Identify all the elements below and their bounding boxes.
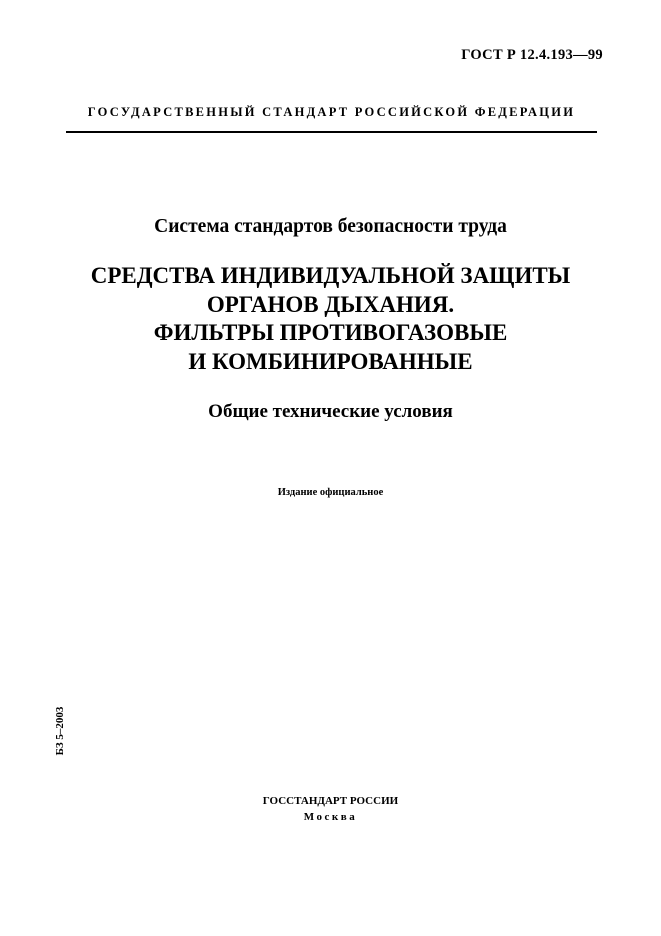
document-code: ГОСТ Р 12.4.193—99 xyxy=(461,47,603,63)
subtitle: Общие технические условия xyxy=(208,401,453,422)
edition-note: Издание официальное xyxy=(277,487,384,498)
side-catalog-code: БЗ 5–2003 xyxy=(54,706,66,756)
main-title xyxy=(0,262,661,376)
main-title-line: ФИЛЬТРЫ ПРОТИВОГАЗОВЫЕ xyxy=(153,320,508,345)
main-title-line: И КОМБИНИРОВАННЫЕ xyxy=(188,348,473,374)
main-title-line: ОРГАНОВ ДЫХАНИЯ. xyxy=(206,291,455,317)
agency-title: ГОСУДАРСТВЕННЫЙ СТАНДАРТ РОССИЙСКОЙ ФЕДЕРАЦИИ xyxy=(87,105,576,119)
publisher: ГОССТАНДАРТ РОССИИ xyxy=(262,795,399,807)
header-rule xyxy=(66,131,597,133)
series-title: Система стандартов безопасности труда xyxy=(154,216,507,237)
publication-city: Москва xyxy=(303,811,358,823)
main-title-line: СРЕДСТВА ИНДИВИДУАЛЬНОЙ ЗАЩИТЫ xyxy=(90,263,571,288)
